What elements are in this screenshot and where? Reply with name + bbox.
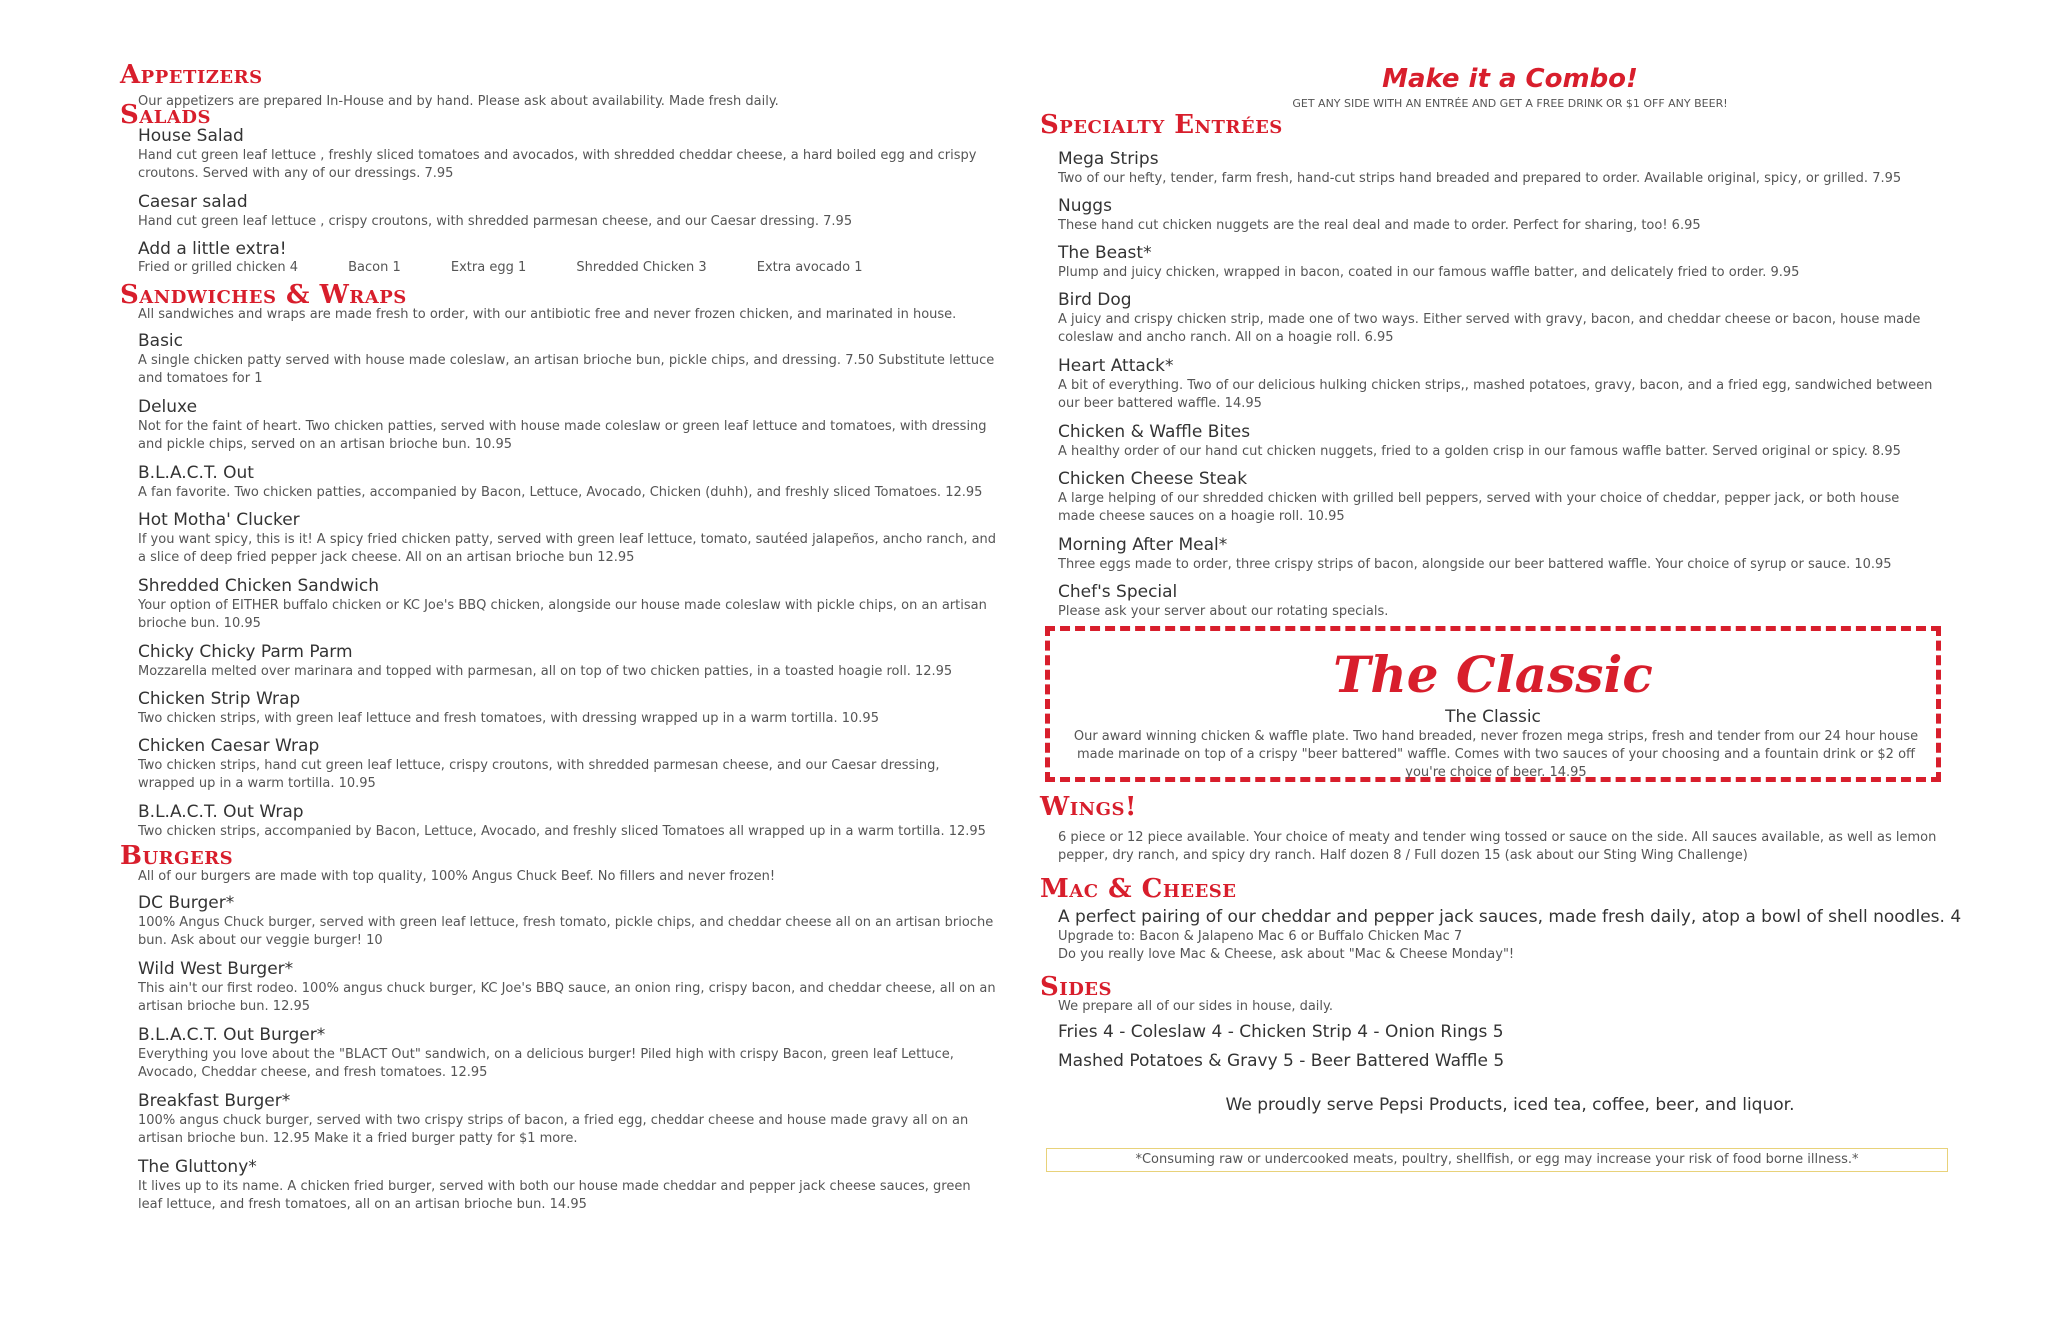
menu-item-name: Chicken Caesar Wrap (138, 736, 320, 756)
menu-item-name: B.L.A.C.T. Out Wrap (138, 802, 304, 822)
menu-item-description: A large helping of our shredded chicken with grilled bell peppers, served with your choice of cheddar, pepper jack, or both house made cheese sauces on a hoagie roll. 10.95 (1058, 491, 1900, 524)
menu-item-description: This ain't our first rodeo. 100% angus chuck burger, KC Joe's BBQ sauce, an onion ring, crispy bacon, and cheddar cheese, all on an artisan brioche bun. 12.95 (138, 981, 996, 1014)
burgers-heading: Burgers (120, 841, 234, 871)
menu-item-name: The Gluttony* (138, 1157, 257, 1177)
extras-list (138, 260, 909, 275)
sides-line: Fries 4 - Coleslaw 4 - Chicken Strip 4 - Onion Rings 5 (1058, 1022, 1504, 1042)
menu-item-name: Morning After Meal* (1058, 535, 1228, 555)
menu-item-description: 100% angus chuck burger, served with two crispy strips of bacon, a fried egg, cheddar cheese and house made gravy all on an artisan brioche bun. 12.95 Make it a fried burger patty for $1 more. (138, 1113, 969, 1146)
menu-item-description: 100% Angus Chuck burger, served with green leaf lettuce, fresh tomato, pickle chips, and cheddar cheese all on an artisan brioche bun. Ask about our veggie burger! 10 (138, 915, 994, 948)
wings-description: 6 piece or 12 piece available. Your choice of meaty and tender wing tossed or sauce on the side. All sauces available, as well as lemon pepper, dry ranch, and spicy dry ranch. Half dozen 8 / Full dozen 15 (ask about our Sting Wing Challenge) (1058, 830, 1937, 863)
menu-item-name: Hot Motha' Clucker (138, 510, 300, 530)
menu-item-name: DC Burger* (138, 893, 235, 913)
menu-item-name: Chef's Special (1058, 582, 1178, 602)
menu-item-name: B.L.A.C.T. Out Burger* (138, 1025, 326, 1045)
appetizers-heading: Appetizers (120, 60, 263, 90)
menu-item-name: Nuggs (1058, 196, 1112, 216)
mac-cheese-heading: Mac & Cheese (1040, 874, 1237, 904)
sides-line: Mashed Potatoes & Gravy 5 - Beer Battered Waffle 5 (1058, 1051, 1505, 1071)
menu-item-description: Two chicken strips, hand cut green leaf lettuce, crispy croutons, with shredded parmesan cheese, and our Caesar dressing, wrapped up in a warm tortilla. 10.95 (138, 758, 940, 791)
menu-item-description: Your option of EITHER buffalo chicken or KC Joe's BBQ chicken, alongside our house made coleslaw with pickle chips, on an artisan brioche bun. 10.95 (138, 598, 987, 631)
mac-cheese-upgrade: Upgrade to: Bacon & Jalapeno Mac 6 or Buffalo Chicken Mac 7 (1058, 929, 1463, 944)
menu-item-description: A single chicken patty served with house made coleslaw, an artisan brioche bun, pickle chips, and dressing. 7.50 Substitute lettuce and tomatoes for 1 (138, 353, 995, 386)
wings-heading: Wings! (1040, 792, 1137, 822)
sides-description: We prepare all of our sides in house, daily. (1058, 999, 1333, 1014)
food-safety-warning: *Consuming raw or undercooked meats, poultry, shellfish, or egg may increase your risk of food borne illness.* (1046, 1148, 1948, 1172)
extra-option: Extra egg 1 (450, 260, 527, 275)
menu-item-description: Two of our hefty, tender, farm fresh, hand-cut strips hand breaded and prepared to order. Available original, spicy, or grilled. 7.95 (1058, 171, 1902, 186)
salads-heading: Salads (120, 100, 211, 130)
menu-item-name: B.L.A.C.T. Out (138, 463, 254, 483)
menu-item-name: Caesar salad (138, 192, 248, 212)
menu-item-description: If you want spicy, this is it! A spicy fried chicken patty, served with green leaf lettuce, tomato, sautéed jalapeños, ancho ranch, and a slice of deep fried pepper jack cheese. All on an artisan brioche bun 12.95 (138, 532, 997, 565)
menu-item-description: A healthy order of our hand cut chicken nuggets, fried to a golden crisp in our famous waffle batter. Served original or spicy. 8.95 (1058, 444, 1901, 459)
sides-heading: Sides (1040, 972, 1113, 1002)
beverages-note: We proudly serve Pepsi Products, iced tea, coffee, beer, and liquor. (1225, 1095, 1795, 1115)
menu-item-description: Two chicken strips, accompanied by Bacon, Lettuce, Avocado, and freshly sliced Tomatoes all wrapped up in a warm tortilla. 12.95 (138, 824, 986, 839)
burgers-description: All of our burgers are made with top quality, 100% Angus Chuck Beef. No fillers and never frozen! (138, 869, 776, 884)
menu-item-name: Deluxe (138, 397, 198, 417)
mac-cheese-main: A perfect pairing of our cheddar and pepper jack sauces, made fresh daily, atop a bowl of shell noodles. 4 (1058, 907, 1962, 927)
menu-item-name: Chicken & Waffle Bites (1058, 422, 1251, 442)
mac-cheese-monday: Do you really love Mac & Cheese, ask about "Mac & Cheese Monday"! (1058, 947, 1515, 962)
extra-option: Fried or grilled chicken 4 (138, 260, 298, 275)
menu-item-description: Two chicken strips, with green leaf lettuce and fresh tomatoes, with dressing wrapped up in a warm tortilla. 10.95 (138, 711, 879, 726)
menu-item-name: Chicky Chicky Parm Parm (138, 642, 353, 662)
menu-item-description: These hand cut chicken nuggets are the real deal and made to order. Perfect for sharing, too! 6.95 (1058, 218, 1701, 233)
menu-item-description: Three eggs made to order, three crispy strips of bacon, alongside our beer battered waffle. Your choice of syrup or sauce. 10.95 (1058, 557, 1892, 572)
menu-item-description: Everything you love about the "BLACT Out" sandwich, on a delicious burger! Piled high with crispy Bacon, green leaf Lettuce, Avocado, Cheddar cheese, and fresh tomatoes. 12.95 (138, 1047, 954, 1080)
extra-option: Shredded Chicken 3 (576, 260, 707, 275)
menu-item-name: Chicken Strip Wrap (138, 689, 301, 709)
menu-item-name: Mega Strips (1058, 149, 1159, 169)
appetizers-description: Our appetizers are prepared In-House and by hand. Please ask about availability. Made fresh daily. (138, 94, 779, 109)
menu-item-name: Bird Dog (1058, 290, 1132, 310)
menu-item-description: It lives up to its name. A chicken fried burger, served with both our house made cheddar and pepper jack cheese sauces, green leaf lettuce, and fresh tomatoes, all on an artisan brioche bun. 14.95 (138, 1179, 971, 1212)
sandwiches-heading: Sandwiches & Wraps (120, 280, 407, 310)
menu-item-description: Not for the faint of heart. Two chicken patties, served with house made coleslaw or green leaf lettuce and tomatoes, with dressing and pickle chips, served on an artisan brioche bun. 10.95 (138, 419, 987, 452)
sandwiches-description: All sandwiches and wraps are made fresh to order, with our antibiotic free and never frozen chicken, and marinated in house. (138, 307, 957, 322)
extra-option: Extra avocado 1 (756, 260, 863, 275)
menu-item-description: Mozzarella melted over marinara and topped with parmesan, all on top of two chicken patties, in a toasted hoagie roll. 12.95 (138, 664, 953, 679)
the-classic-name: The Classic (1445, 707, 1541, 727)
menu-item-description: A juicy and crispy chicken strip, made one of two ways. Either served with gravy, bacon, and cheddar cheese or bacon, house made coleslaw and ancho ranch. All on a hoagie roll. 6.95 (1058, 312, 1921, 345)
menu-item-name: House Salad (138, 126, 244, 146)
extra-option: Bacon 1 (348, 260, 401, 275)
combo-subtitle: GET ANY SIDE WITH AN ENTRÉE AND GET A FREE DRINK OR $1 OFF ANY BEER! (1292, 97, 1728, 110)
menu-item-name: Breakfast Burger* (138, 1091, 291, 1111)
the-classic-box (1045, 626, 1941, 782)
menu-item-name: Basic (138, 331, 184, 351)
menu-item-name: The Beast* (1058, 243, 1152, 263)
the-classic-script-title: The Classic (1333, 645, 1653, 704)
menu-item-description: Please ask your server about our rotating specials. (1058, 604, 1389, 619)
the-classic-description: Our award winning chicken & waffle plate. Two hand breaded, never frozen mega strips, fresh and tender from our 24 hour house made marinade on top of a crispy "beer battered" waffle. Comes with two sauces of your choosing and a fountain drink or $2 off you're choice of beer. 14.95 (1073, 729, 1919, 780)
menu-item-description: Hand cut green leaf lettuce , crispy croutons, with shredded parmesan cheese, and our Caesar dressing. 7.95 (138, 214, 853, 229)
extras-heading: Add a little extra! (138, 239, 287, 259)
menu-item-name: Wild West Burger* (138, 959, 294, 979)
menu-item-description: Plump and juicy chicken, wrapped in bacon, coated in our famous waffle batter, and delicately fried to order. 9.95 (1058, 265, 1800, 280)
menu-item-name: Shredded Chicken Sandwich (138, 576, 379, 596)
menu-item-description: Hand cut green leaf lettuce , freshly sliced tomatoes and avocados, with shredded cheddar cheese, a hard boiled egg and crispy croutons. Served with any of our dressings. 7.95 (138, 148, 977, 181)
menu-item-description: A bit of everything. Two of our delicious hulking chicken strips,, mashed potatoes, gravy, bacon, and a fried egg, sandwiched between our beer battered waffle. 14.95 (1058, 378, 1933, 411)
menu-item-description: A fan favorite. Two chicken patties, accompanied by Bacon, Lettuce, Avocado, Chicken (duhh), and freshly sliced Tomatoes. 12.95 (138, 485, 983, 500)
combo-heading: Make it a Combo! (1382, 64, 1638, 94)
specialty-heading: Specialty Entrées (1040, 110, 1283, 140)
menu-item-name: Heart Attack* (1058, 356, 1174, 376)
menu-item-name: Chicken Cheese Steak (1058, 469, 1248, 489)
